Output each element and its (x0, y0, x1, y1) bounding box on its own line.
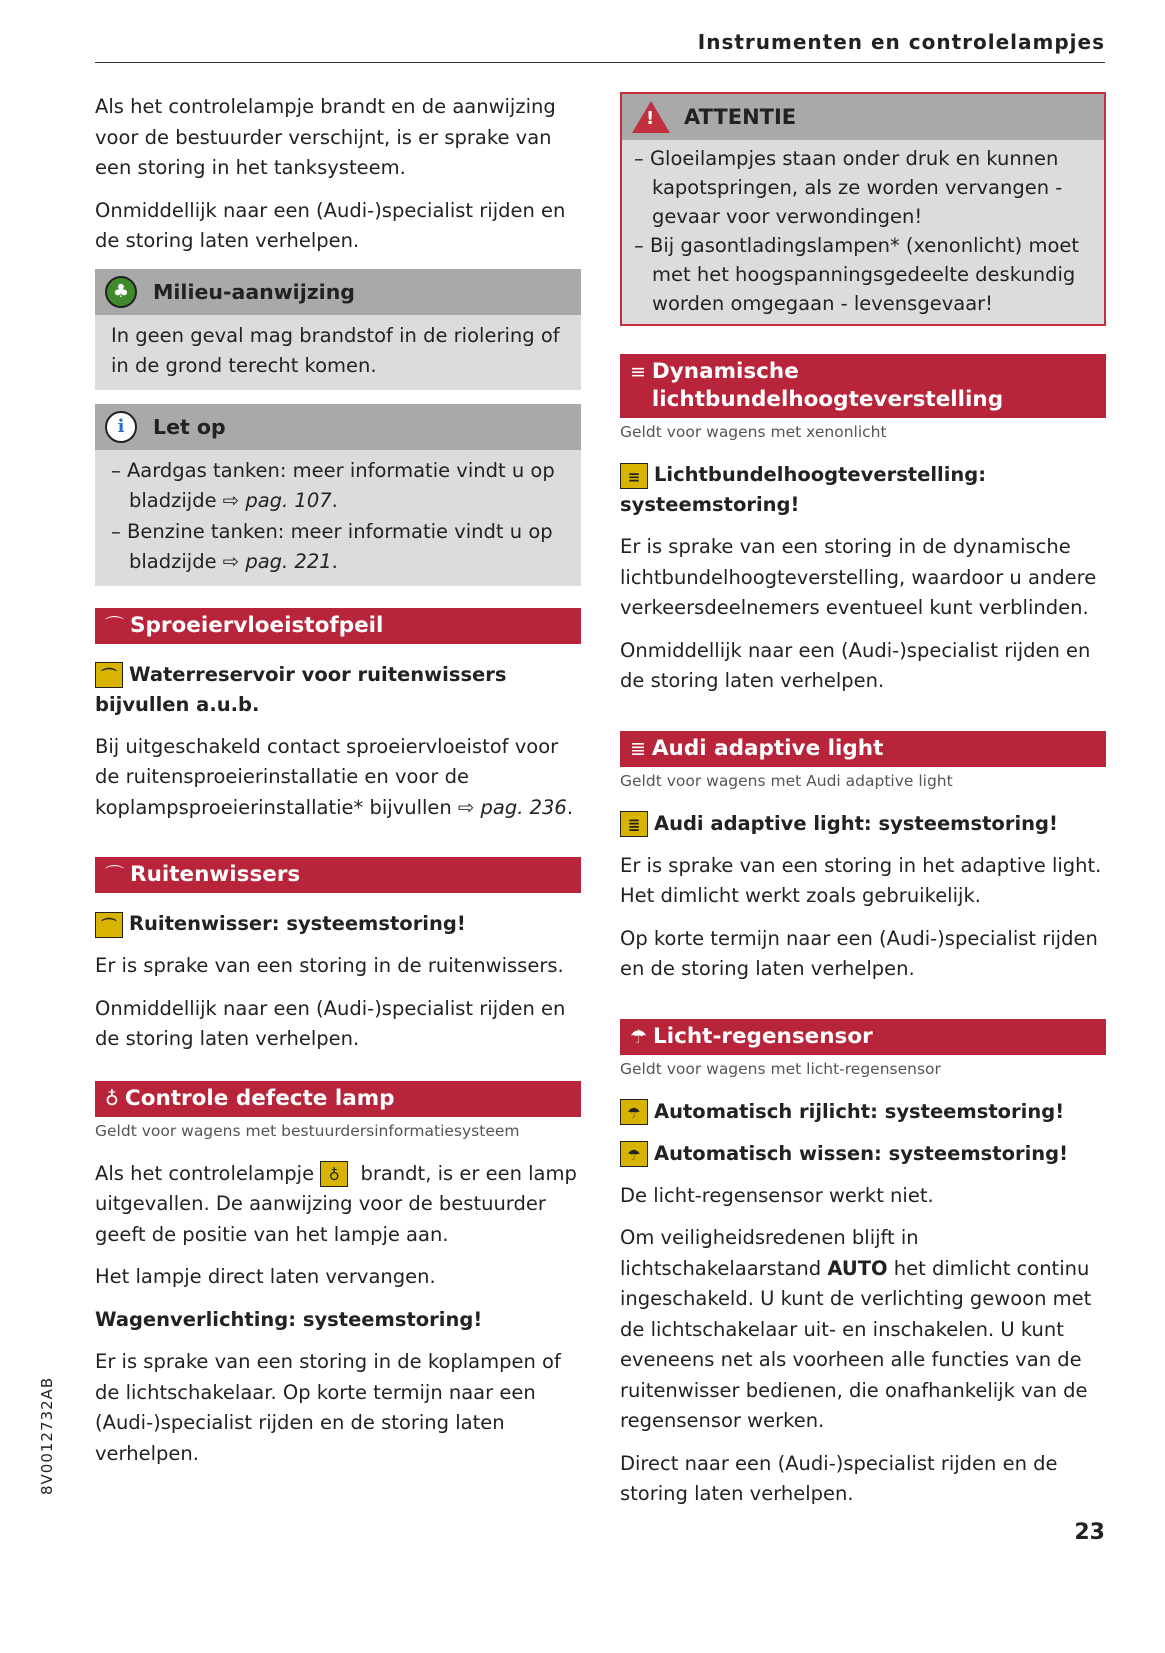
running-header (95, 30, 1105, 63)
note-title: Let op (153, 414, 226, 439)
page-link[interactable]: ⇨ pag. 221 (222, 550, 332, 573)
bulb-warning-icon: ♁ (320, 1161, 348, 1187)
washer-level-text: Bij uitgeschakeld contact sproeiervloeistof voor de ruitensproeierinstallatie en voor de koplampsproeierinstallatie* bijvullen ⇨ pag. 236. (95, 734, 574, 819)
section-heading-washer-level: ⌒ Sproeiervloeistofpeil (95, 608, 581, 644)
attention-box (620, 92, 1106, 326)
sensor-text-1: De licht-regensensor werkt niet. (620, 1183, 934, 1207)
washer-icon: ⌒ (105, 614, 125, 637)
attention-item: – Bij gasontladingslampen* (xenonlicht) moet met het hoogspanningsgedeelte deskundig worden omgegaan - levensgevaar! (634, 234, 1080, 315)
environment-icon: ♣ (105, 276, 137, 308)
note-item: – Aardgas tanken: meer informatie vindt u op bladzijde ⇨ pag. 107. (111, 458, 555, 512)
dynamic-message: ≡ Lichtbundelhoogteverstelling: systeemstoring! (620, 463, 987, 516)
bulb-icon: ♁ (105, 1087, 119, 1110)
warning-triangle-icon: ! (632, 101, 670, 133)
adaptive-applies: Geldt voor wagens met Audi adaptive light (620, 771, 953, 790)
environment-title: Milieu-aanwijzing (153, 279, 355, 304)
sensor-applies: Geldt voor wagens met licht-regensensor (620, 1059, 941, 1078)
adaptive-message: ≣ Audi adaptive light: systeemstoring! (620, 809, 1106, 839)
lamp-text-1: Als het controlelampje ♁ brandt, is er een lamp uitgevallen. De aanwijzing voor de bestuurder geeft de positie van het lampje aan. (95, 1161, 577, 1246)
dynamic-text-1: Er is sprake van een storing in de dynamische lichtbundelhoogteverstelling, waardoor u andere verkeersdeelnemers eventueel kunt verblinden. (620, 535, 1097, 619)
sensor-message-1: ☂ Automatisch rijlicht: systeemstoring! (620, 1097, 1106, 1127)
intro-paragraph-2: Onmiddellijk naar een (Audi-)specialist rijden en de storing laten verhelpen. (95, 198, 566, 252)
note-box (95, 404, 581, 586)
dynamic-text-2: Onmiddellijk naar een (Audi-)specialist rijden en de storing laten verhelpen. (620, 638, 1091, 692)
lamp-text-2: Het lampje direct laten vervangen. (95, 1265, 436, 1288)
attention-title: ATTENTIE (684, 105, 797, 129)
page-link[interactable]: ⇨ pag. 236 (457, 795, 567, 819)
right-column (620, 92, 1106, 1522)
adaptive-text-2: Op korte termijn naar een (Audi-)specialist rijden en de storing laten verhelpen. (620, 926, 1098, 980)
lamp-text-3: Er is sprake van een storing in de koplampen of de lichtschakelaar. Op korte termijn naar een (Audi-)specialist rijden en de storing laten verhelpen. (95, 1350, 561, 1465)
sensor-icon: ☂ (630, 1025, 648, 1048)
environment-text: In geen geval mag brandstof in de riolering of in de grond terecht komen. (111, 323, 560, 377)
lamp-message: Wagenverlichting: systeemstoring! (95, 1307, 483, 1331)
wiper-text-2: Onmiddellijk naar een (Audi-)specialist rijden en de storing laten verhelpen. (95, 996, 566, 1050)
headlight-range-warning-icon: ≡ (620, 463, 648, 489)
sensor-warning-icon: ☂ (620, 1141, 648, 1167)
lamp-applies: Geldt voor wagens met bestuurdersinformatiesysteem (95, 1121, 520, 1140)
wiper-text-1: Er is sprake van een storing in de ruitenwissers. (95, 954, 564, 977)
environment-note (95, 269, 581, 390)
page-number: 23 (1074, 1520, 1105, 1545)
adaptive-text-1: Er is sprake van een storing in het adaptive light. Het dimlicht werkt zoals gebruikelijk. (620, 853, 1102, 907)
adaptive-light-warning-icon: ≣ (620, 811, 648, 837)
section-heading-light-rain-sensor: ☂ Licht-regensensor (620, 1019, 1106, 1055)
header-title: Instrumenten en controlelampjes (697, 30, 1105, 54)
section-heading-dynamic-beam: ≡ Dynamische lichtbundelhoogteverstelling (620, 354, 1106, 418)
wiper-message: ⌒ Ruitenwisser: systeemstoring! (95, 909, 581, 939)
washer-warning-icon: ⌒ (95, 662, 123, 688)
section-heading-wipers: ⌒ Ruitenwissers (95, 857, 581, 893)
sensor-text-2: Om veiligheidsredenen blijft in lichtschakelaarstand AUTO het dimlicht continu ingeschakeld. U kunt de verlichting gewoon met de lichtschakelaar uit- en inschakelen. U kunt eveneens net als voorheen alle functies van de ruitenwisser bedienen, die onafhankelijk van de regensensor werken. (620, 1226, 1092, 1432)
intro-paragraph-1: Als het controlelampje brandt en de aanwijzing voor de bestuurder verschijnt, is er sprake van een storing in het tanksysteem. (95, 95, 556, 179)
sensor-text-3: Direct naar een (Audi-)specialist rijden en de storing laten verhelpen. (620, 1451, 1058, 1505)
wiper-icon: ⌒ (105, 864, 125, 886)
document-code: 8V0012732AB (38, 1376, 56, 1495)
sensor-message-2: ☂ Automatisch wissen: systeemstoring! (620, 1139, 1106, 1169)
attention-item: – Gloeilampjes staan onder druk en kunnen kapotspringen, als ze worden vervangen - gevaar voor verwondingen! (634, 147, 1063, 228)
washer-level-message: ⌒ Waterreservoir voor ruitenwissers bijvullen a.u.b. (95, 662, 507, 716)
info-icon: i (105, 411, 137, 443)
headlight-range-icon: ≡ (630, 361, 646, 383)
section-heading-adaptive-light: ≣ Audi adaptive light (620, 731, 1106, 767)
left-column (95, 92, 581, 1481)
section-heading-lamp: ♁ Controle defecte lamp (95, 1081, 581, 1117)
dynamic-applies: Geldt voor wagens met xenonlicht (620, 423, 887, 441)
adaptive-light-icon: ≣ (630, 737, 646, 760)
sensor-warning-icon: ☂ (620, 1099, 648, 1125)
page-link[interactable]: ⇨ pag. 107 (222, 489, 332, 512)
wiper-warning-icon: ⌒ (95, 912, 123, 938)
note-item: – Benzine tanken: meer informatie vindt u op bladzijde ⇨ pag. 221. (111, 519, 553, 573)
